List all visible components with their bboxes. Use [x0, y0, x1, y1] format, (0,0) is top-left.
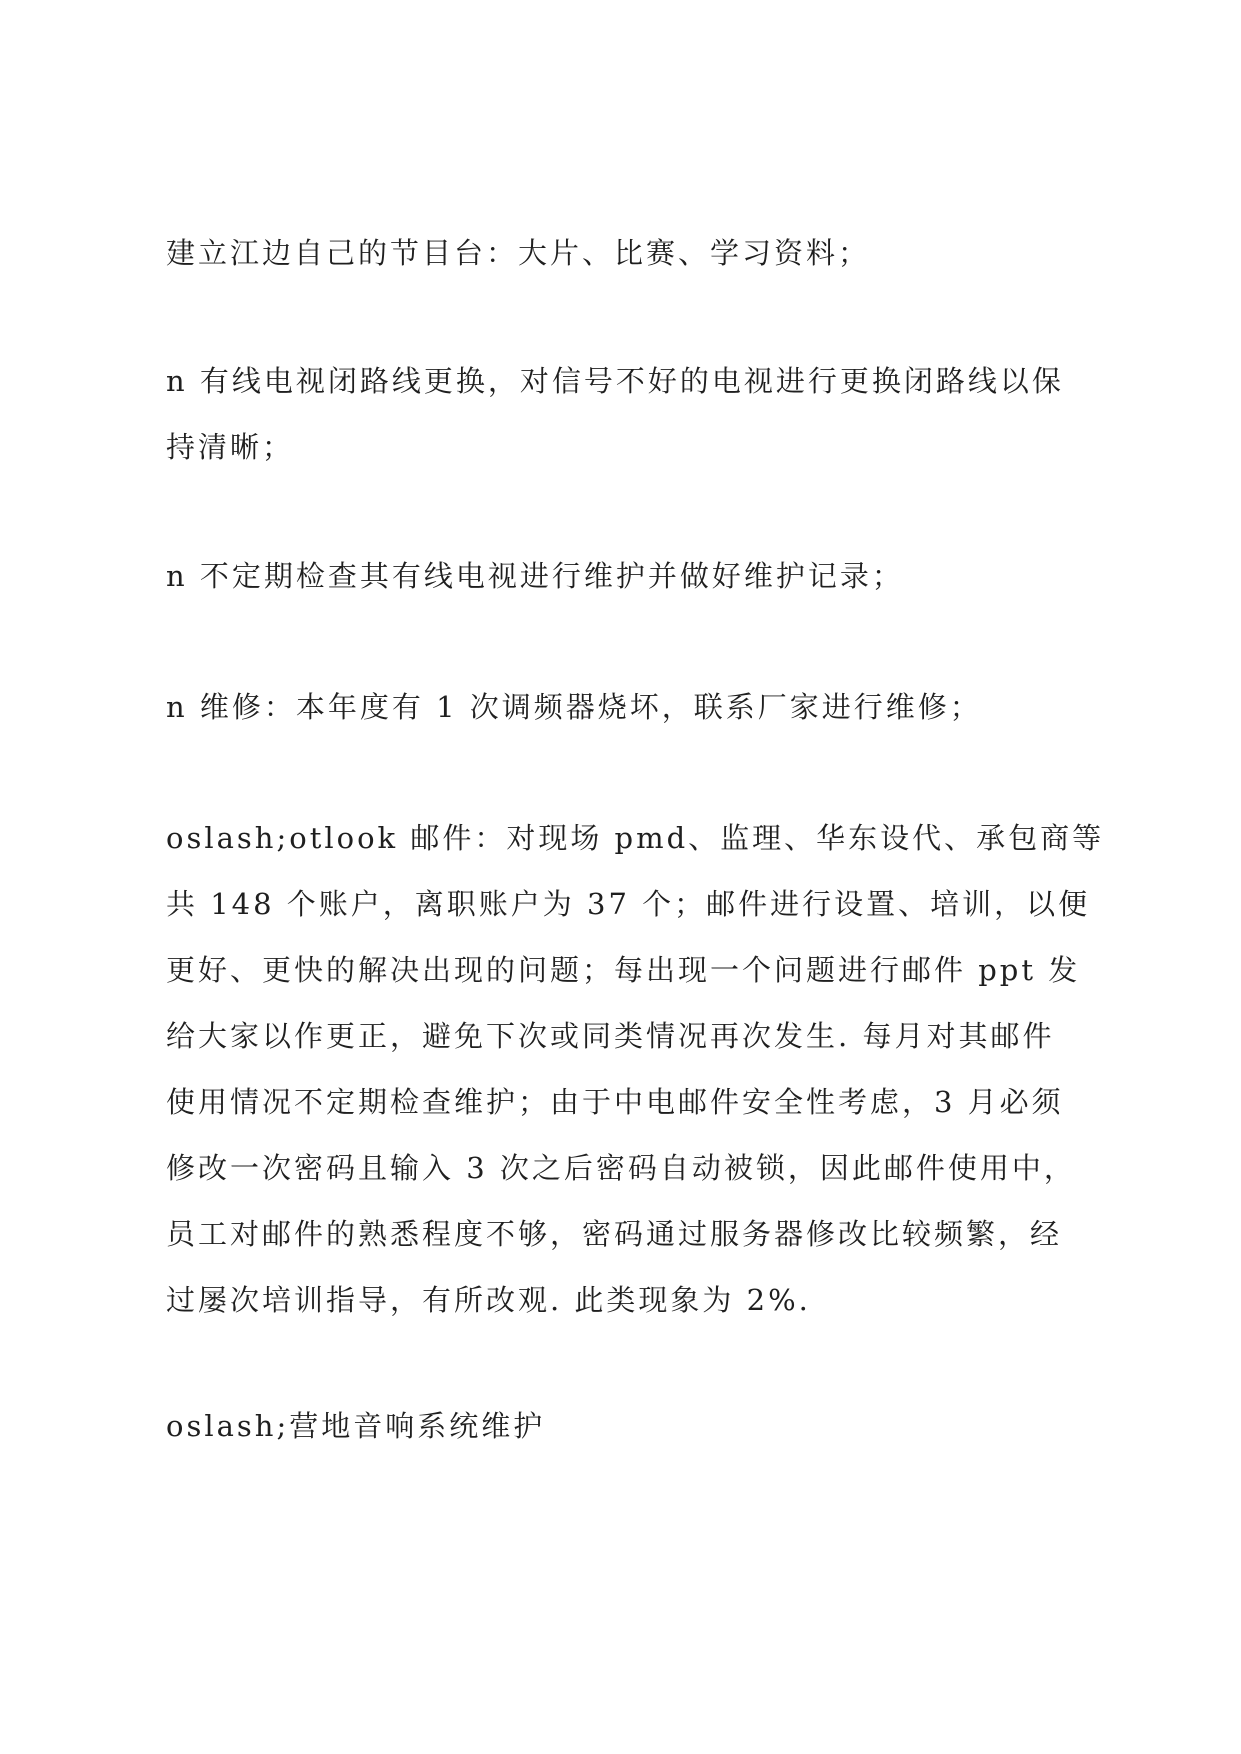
paragraph-program-channel: [166, 220, 1096, 286]
text-line: 共 148 个账户，离职账户为 37 个；邮件进行设置、培训，以便: [166, 887, 1091, 921]
text-line: 持清晰；: [166, 430, 295, 464]
text-line: 修改一次密码且输入 3 次之后密码自动被锁，因此邮件使用中，: [166, 1151, 1076, 1185]
text-line: 给大家以作更正，避免下次或同类情况再次发生. 每月对其邮件: [166, 1019, 1055, 1053]
text-line: 员工对邮件的熟悉程度不够，密码通过服务器修改比较频繁，经: [166, 1217, 1063, 1251]
paragraph-audio-system: [166, 1393, 1096, 1459]
text-line: 使用情况不定期检查维护；由于中电邮件安全性考虑，3 月必须: [166, 1085, 1064, 1119]
text-line: 更好、更快的解决出现的问题；每出现一个问题进行邮件 ppt 发: [166, 953, 1081, 987]
paragraph-cable-inspection: [166, 543, 1096, 609]
text-line: n 不定期检查其有线电视进行维护并做好维护记录；: [166, 559, 904, 593]
text-line: oslash;otlook 邮件：对现场 pmd、监理、华东设代、承包商等: [166, 821, 1105, 855]
paragraph-repair: [166, 674, 1096, 740]
paragraph-outlook-mail: [166, 805, 1105, 1333]
text-line: n 有线电视闭路线更换，对信号不好的电视进行更换闭路线以保: [166, 364, 1064, 398]
paragraph-cable-replacement: [166, 348, 1096, 480]
text-line: oslash;营地音响系统维护: [166, 1409, 546, 1443]
text-line: 过屡次培训指导，有所改观. 此类现象为 2%.: [166, 1283, 811, 1317]
text-line: n 维修：本年度有 1 次调频器烧坏，联系厂家进行维修；: [166, 690, 982, 724]
text-line: 建立江边自己的节目台：大片、比赛、学习资料；: [166, 236, 871, 270]
